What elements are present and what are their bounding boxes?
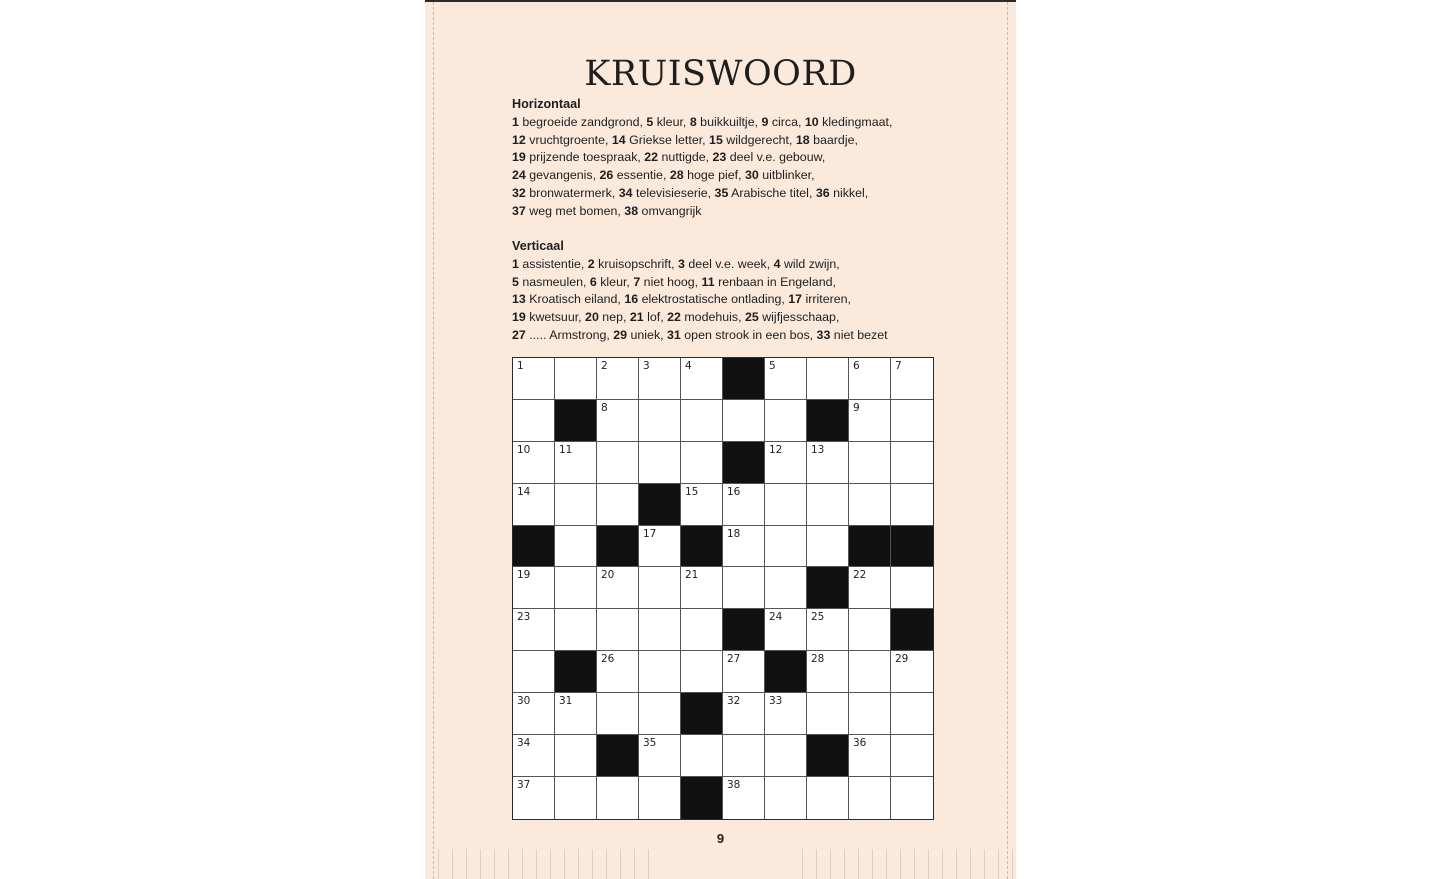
grid-cell[interactable] [639, 442, 681, 484]
puzzle-page [425, 0, 1016, 879]
cell-number: 38 [727, 778, 741, 791]
grid-cell[interactable] [723, 567, 765, 609]
grid-cell[interactable] [849, 609, 891, 651]
grid-cell[interactable] [681, 651, 723, 693]
clue-number: 16 [624, 292, 639, 307]
cell-number: 36 [853, 737, 867, 750]
grid-cell-black [555, 400, 597, 442]
cell-number: 27 [727, 653, 741, 666]
clue-number: 37 [512, 203, 526, 218]
clue-number: 28 [669, 168, 684, 183]
clue-line: 12 vruchtgroente, 14 Griekse letter, 15 wildgerecht, 18 baardje, [512, 132, 858, 147]
right-dashed-border [1007, 2, 1008, 879]
clue-number: 5 [646, 114, 654, 129]
clue-text: prijzende toespraak [529, 150, 638, 165]
grid-cell[interactable] [765, 609, 807, 651]
grid-cell[interactable] [849, 567, 891, 609]
clue-text: kleur [656, 114, 683, 129]
grid-cell[interactable] [555, 442, 597, 484]
clue-text: weg met bomen [529, 203, 618, 218]
grid-cell[interactable] [639, 567, 681, 609]
clue-number: 8 [689, 114, 697, 129]
cell-number: 23 [517, 611, 531, 624]
grid-cell-black [597, 735, 639, 777]
clue-text: nikkel [833, 185, 865, 200]
bottom-decorative-ticks [425, 849, 1016, 879]
grid-cell[interactable] [681, 735, 723, 777]
clue-text: lof [647, 310, 661, 325]
clue-line: 24 gevangenis, 26 essentie, 28 hoge pief, 30 uitblinker, [512, 168, 815, 183]
clue-text: Kroatisch eiland [529, 292, 618, 307]
grid-cell[interactable] [891, 735, 933, 777]
clue-number: 38 [624, 203, 639, 218]
grid-cell[interactable] [723, 735, 765, 777]
clue-text: Griekse letter [629, 132, 703, 147]
grid-cell[interactable] [513, 400, 555, 442]
clue-text: wild zwijn [783, 256, 837, 271]
grid-cell[interactable] [849, 442, 891, 484]
clue-text: hoge pief [687, 168, 739, 183]
grid-cell[interactable] [723, 693, 765, 735]
clue-text: gevangenis [529, 168, 593, 183]
grid-cell[interactable] [891, 567, 933, 609]
clue-number: 1 [512, 256, 519, 271]
grid-cell[interactable] [849, 693, 891, 735]
grid-cell[interactable] [555, 567, 597, 609]
cell-number: 28 [811, 653, 825, 666]
grid-cell[interactable] [639, 651, 681, 693]
grid-cell[interactable] [639, 777, 681, 819]
grid-cell[interactable] [765, 567, 807, 609]
grid-cell[interactable] [639, 735, 681, 777]
clue-text: modehuis [684, 310, 739, 325]
clue-number: 23 [712, 150, 727, 165]
horizontal-heading: Horizontaal [512, 97, 581, 111]
grid-cell[interactable] [891, 777, 933, 819]
clue-number: 20 [585, 310, 599, 325]
clue-number: 4 [773, 256, 781, 271]
grid-cell[interactable] [513, 735, 555, 777]
grid-cell[interactable] [555, 693, 597, 735]
grid-cell[interactable] [849, 777, 891, 819]
clue-text: nep [602, 310, 623, 325]
grid-cell[interactable] [513, 358, 555, 400]
grid-cell[interactable] [807, 777, 849, 819]
grid-cell[interactable] [555, 526, 597, 568]
clue-number: 18 [795, 132, 810, 147]
clue-text: bronwatermerk [529, 185, 612, 200]
cell-number: 9 [853, 401, 860, 414]
grid-cell[interactable] [807, 693, 849, 735]
grid-cell[interactable] [807, 442, 849, 484]
clue-number: 22 [644, 150, 659, 165]
grid-cell[interactable] [555, 735, 597, 777]
clue-line: 19 prijzende toespraak, 22 nuttigde, 23 deel v.e. gebouw, [512, 150, 826, 165]
clue-number: 11 [701, 274, 715, 289]
clue-text: vruchtgroente [529, 132, 606, 147]
grid-cell[interactable] [765, 735, 807, 777]
cell-number: 17 [643, 527, 657, 540]
grid-cell[interactable] [597, 609, 639, 651]
clue-text: deel v.e. week [688, 256, 767, 271]
grid-cell[interactable] [639, 358, 681, 400]
clue-number: 1 [512, 114, 519, 129]
clue-text: televisieserie [636, 185, 708, 200]
grid-cell-black [555, 651, 597, 693]
clue-number: 25 [744, 310, 759, 325]
clue-text: uitblinker [762, 168, 812, 183]
cell-number: 35 [643, 737, 657, 750]
clue-text: circa [771, 114, 799, 129]
grid-cell[interactable] [765, 484, 807, 526]
cell-number: 3 [643, 360, 650, 372]
grid-cell-black [513, 526, 555, 568]
cell-number: 22 [853, 569, 867, 582]
grid-cell[interactable] [765, 358, 807, 400]
clue-number: 27 [512, 327, 526, 342]
clue-number: 14 [611, 132, 626, 147]
grid-cell[interactable] [849, 400, 891, 442]
grid-cell[interactable] [849, 484, 891, 526]
grid-cell[interactable] [597, 442, 639, 484]
grid-cell[interactable] [807, 651, 849, 693]
grid-cell[interactable] [681, 609, 723, 651]
clue-number: 5 [512, 274, 519, 289]
clue-number: 29 [613, 327, 628, 342]
page-number: 9 [716, 831, 725, 846]
grid-cell[interactable] [513, 442, 555, 484]
cell-number: 10 [517, 443, 531, 456]
grid-cell[interactable] [807, 526, 849, 568]
grid-cell[interactable] [723, 526, 765, 568]
grid-cell[interactable] [849, 735, 891, 777]
cell-number: 19 [517, 569, 531, 582]
grid-cell[interactable] [513, 609, 555, 651]
grid-cell[interactable] [597, 358, 639, 400]
grid-cell-black [639, 484, 681, 526]
clue-text: nuttigde [661, 150, 706, 165]
clue-line: 37 weg met bomen, 38 omvangrijk [512, 203, 702, 218]
clue-number: 22 [667, 310, 681, 325]
cell-number: 6 [853, 360, 860, 372]
grid-cell[interactable] [597, 484, 639, 526]
grid-cell[interactable] [807, 484, 849, 526]
grid-cell[interactable] [849, 651, 891, 693]
cell-number: 26 [601, 653, 615, 666]
clue-number: 7 [633, 274, 641, 289]
grid-cell[interactable] [807, 609, 849, 651]
clue-text: nasmeulen [522, 274, 583, 289]
grid-cell[interactable] [513, 693, 555, 735]
grid-cell-black [723, 609, 765, 651]
cell-number: 30 [517, 695, 531, 708]
grid-cell[interactable] [891, 358, 933, 400]
clue-line: 32 bronwatermerk, 34 televisieserie, 35 Arabische titel, 36 nikkel, [512, 185, 869, 200]
grid-cell[interactable] [681, 400, 723, 442]
clue-line: 1 begroeide zandgrond, 5 kleur, 8 buikkuiltje, 9 circa, 10 kledingmaat, [512, 114, 893, 129]
cell-number: 5 [769, 360, 776, 372]
cell-number: 4 [685, 360, 692, 372]
clue-number: 36 [815, 185, 830, 200]
clue-text: elektrostatische ontlading [641, 292, 782, 307]
clue-line: 19 kwetsuur, 20 nep, 21 lof, 22 modehuis, 25 wijfjesschaap, [512, 310, 840, 325]
clue-text: ..... Armstrong [529, 327, 607, 342]
grid-cell[interactable] [891, 400, 933, 442]
clue-text: kwetsuur [529, 310, 579, 325]
clue-text: assistentie [522, 256, 581, 271]
grid-cell-black [891, 609, 933, 651]
cell-number: 29 [895, 653, 909, 666]
cell-number: 2 [601, 360, 608, 372]
vertical-heading: Verticaal [512, 239, 564, 253]
cell-number: 13 [811, 443, 825, 456]
clue-number: 24 [512, 168, 526, 183]
grid-cell[interactable] [681, 358, 723, 400]
clue-text: open strook in een bos [684, 327, 810, 342]
clue-number: 19 [512, 310, 526, 325]
grid-cell-black [723, 358, 765, 400]
left-dashed-border [433, 2, 434, 879]
grid-cell[interactable] [513, 777, 555, 819]
clue-number: 33 [816, 327, 831, 342]
clue-text: baardje [813, 132, 855, 147]
clue-text: deel v.e. gebouw [729, 150, 822, 165]
clue-number: 6 [589, 274, 597, 289]
clue-line: 1 assistentie, 2 kruisopschrift, 3 deel v.e. week, 4 wild zwijn, [512, 256, 840, 271]
cell-number: 25 [811, 611, 825, 624]
clue-number: 31 [667, 327, 681, 342]
cell-number: 18 [727, 527, 741, 540]
grid-cell[interactable] [639, 400, 681, 442]
grid-cell[interactable] [639, 526, 681, 568]
grid-cell[interactable] [639, 693, 681, 735]
clue-text: kledingmaat [822, 114, 889, 129]
clue-text: buikkuiltje [700, 114, 755, 129]
clue-number: 3 [678, 256, 685, 271]
grid-cell[interactable] [597, 777, 639, 819]
grid-cell[interactable] [891, 651, 933, 693]
grid-cell[interactable] [723, 484, 765, 526]
cell-number: 32 [727, 695, 741, 708]
grid-cell-black [597, 526, 639, 568]
grid-cell[interactable] [807, 358, 849, 400]
clue-number: 19 [512, 150, 526, 165]
clue-number: 12 [512, 132, 526, 147]
clue-number: 21 [629, 310, 644, 325]
clue-number: 26 [599, 168, 614, 183]
grid-cell[interactable] [723, 400, 765, 442]
cell-number: 20 [601, 569, 615, 582]
clue-text: wijfjesschaap [762, 310, 836, 325]
clue-text: kruisopschrift [598, 256, 672, 271]
grid-cell[interactable] [597, 567, 639, 609]
grid-cell[interactable] [765, 442, 807, 484]
clue-number: 30 [744, 168, 759, 183]
clue-text: uniek [630, 327, 661, 342]
grid-cell-black [681, 526, 723, 568]
cell-number: 24 [769, 611, 783, 624]
clue-text: niet hoog [643, 274, 695, 289]
grid-cell-black [681, 777, 723, 819]
grid-cell[interactable] [681, 567, 723, 609]
grid-cell-black [807, 567, 849, 609]
clue-number: 35 [714, 185, 729, 200]
vertical-clues [512, 238, 952, 345]
clue-number: 17 [788, 292, 803, 307]
grid-cell[interactable] [513, 567, 555, 609]
clue-text: kleur [600, 274, 627, 289]
grid-cell-black [849, 526, 891, 568]
clue-number: 10 [804, 114, 819, 129]
grid-cell[interactable] [765, 400, 807, 442]
cell-number: 8 [601, 401, 608, 414]
clue-text: Arabische titel [731, 185, 809, 200]
cell-number: 34 [517, 737, 531, 750]
cell-number: 12 [769, 443, 783, 456]
clue-text: begroeide zandgrond [522, 114, 640, 129]
grid-cell[interactable] [765, 526, 807, 568]
grid-cell-black [723, 442, 765, 484]
clue-text: omvangrijk [641, 203, 702, 218]
grid-cell[interactable] [639, 609, 681, 651]
clue-line: 13 Kroatisch eiland, 16 elektrostatische ontlading, 17 irriteren, [512, 292, 851, 307]
cell-number: 31 [559, 695, 573, 708]
grid-cell[interactable] [597, 693, 639, 735]
clue-number: 32 [512, 185, 526, 200]
clue-number: 15 [709, 132, 723, 147]
grid-cell[interactable] [723, 651, 765, 693]
grid-cell[interactable] [765, 777, 807, 819]
cell-number: 11 [559, 443, 573, 456]
grid-cell[interactable] [681, 484, 723, 526]
grid-cell[interactable] [597, 651, 639, 693]
grid-cell-black [807, 735, 849, 777]
grid-cell[interactable] [723, 777, 765, 819]
horizontal-clue-lines [512, 114, 952, 221]
grid-cell[interactable] [765, 693, 807, 735]
cell-number: 7 [895, 360, 902, 372]
vertical-clue-lines [512, 256, 952, 345]
grid-cell-black [681, 693, 723, 735]
grid-cell[interactable] [891, 442, 933, 484]
cell-number: 14 [517, 485, 531, 498]
grid-cell[interactable] [555, 484, 597, 526]
grid-cell[interactable] [597, 400, 639, 442]
clue-number: 2 [587, 256, 595, 271]
clue-text: renbaan in Engeland [718, 274, 833, 289]
horizontal-clues [512, 96, 952, 221]
cell-number: 33 [769, 695, 783, 708]
clue-text: wildgerecht [726, 132, 789, 147]
grid-cell[interactable] [891, 484, 933, 526]
crossword-grid[interactable] [512, 357, 934, 820]
clue-line: 27 ..... Armstrong, 29 uniek, 31 open strook in een bos, 33 niet bezet [512, 327, 888, 342]
grid-cell-black [891, 526, 933, 568]
page-title: KRUISWOORD [584, 54, 857, 94]
grid-cell[interactable] [555, 358, 597, 400]
clue-number: 34 [618, 185, 633, 200]
grid-cell[interactable] [891, 693, 933, 735]
clue-number: 9 [761, 114, 769, 129]
clue-line: 5 nasmeulen, 6 kleur, 7 niet hoog, 11 renbaan in Engeland, [512, 274, 836, 289]
grid-cell[interactable] [555, 609, 597, 651]
grid-cell[interactable] [513, 484, 555, 526]
cell-number: 15 [685, 485, 699, 498]
cell-number: 21 [685, 569, 699, 582]
grid-cell-black [807, 400, 849, 442]
cell-number: 1 [517, 360, 524, 372]
grid-cell[interactable] [681, 442, 723, 484]
grid-cell[interactable] [849, 358, 891, 400]
clue-text: irriteren [805, 292, 848, 307]
clue-text: essentie [616, 168, 663, 183]
grid-cell[interactable] [555, 777, 597, 819]
clue-text: niet bezet [833, 327, 888, 342]
cell-number: 16 [727, 485, 741, 498]
clue-number: 13 [512, 292, 526, 307]
cell-number: 37 [517, 778, 531, 791]
grid-cell-black [765, 651, 807, 693]
grid-cell[interactable] [513, 651, 555, 693]
